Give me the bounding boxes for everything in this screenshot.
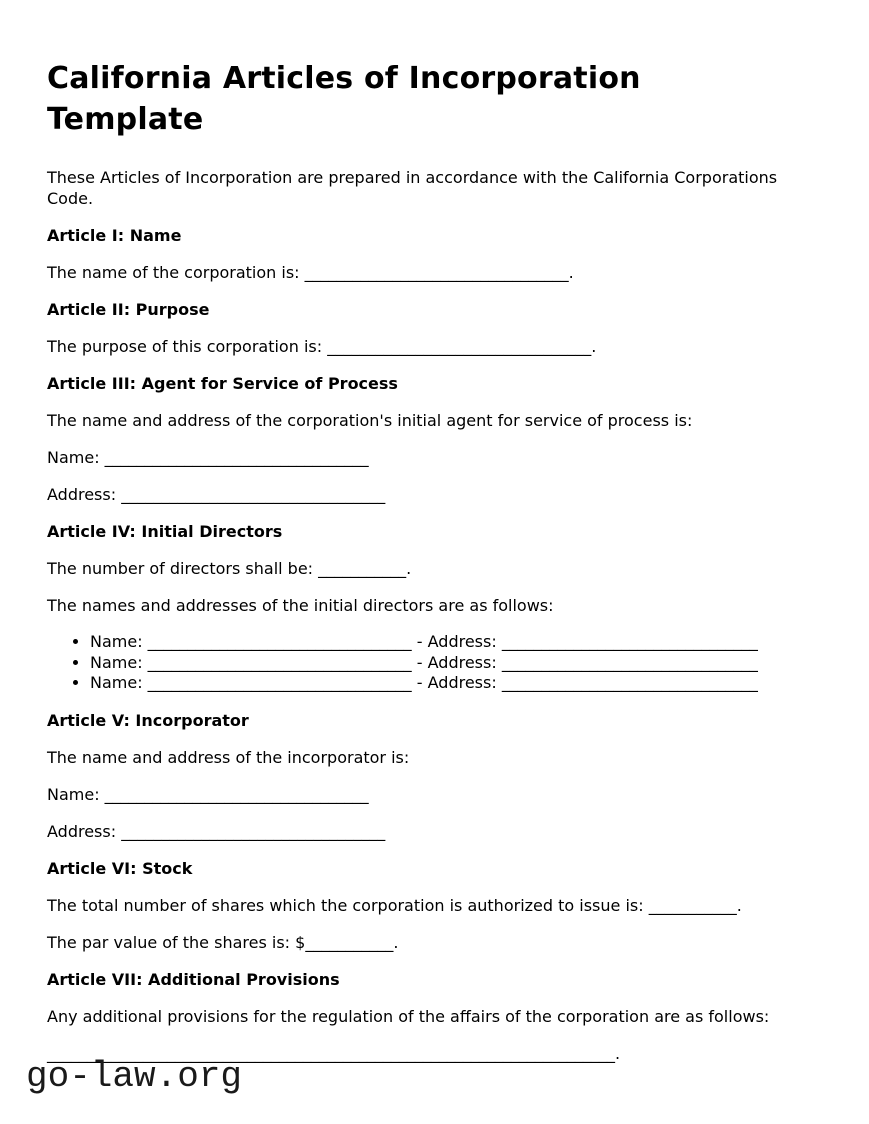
article-3-heading: Article III: Agent for Service of Process xyxy=(47,374,398,393)
article-3-intro-line: The name and address of the corporation's initial agent for service of process is: xyxy=(47,411,693,430)
article-1-name-line: The name of the corporation is: _________________________________. xyxy=(47,263,574,282)
article-4-list-intro-line: The names and addresses of the initial directors are as follows: xyxy=(47,596,554,615)
article-6-heading: Article VI: Stock xyxy=(47,858,193,878)
directors-list xyxy=(47,632,837,694)
article-2-heading: Article II: Purpose xyxy=(47,300,210,319)
article-6-shares-line: The total number of shares which the corporation is authorized to issue is: ___________. xyxy=(47,895,742,915)
article-3-name-line: Name: _________________________________ xyxy=(47,448,369,467)
article-2-purpose-line: The purpose of this corporation is: _________________________________. xyxy=(47,337,597,356)
director-list-item: • Name: _________________________________ - Address: ________________________________ xyxy=(90,632,837,653)
article-5-name-line: Name: _________________________________ xyxy=(47,784,369,804)
article-7-intro-line: Any additional provisions for the regulation of the affairs of the corporation are as follows: xyxy=(47,1006,770,1026)
intro-paragraph: These Articles of Incorporation are prepared in accordance with the California Corporations Code. xyxy=(47,168,778,208)
article-1-heading: Article I: Name xyxy=(47,226,182,245)
director-list-item: • Name: _________________________________ - Address: ________________________________ xyxy=(90,653,837,674)
article-5-heading: Article V: Incorporator xyxy=(47,710,249,730)
article-4-director-count-line: The number of directors shall be: ___________. xyxy=(47,559,412,578)
article-7-heading: Article VII: Additional Provisions xyxy=(47,969,340,989)
article-5-intro-line: The name and address of the incorporator is: xyxy=(47,747,410,767)
article-4-heading: Article IV: Initial Directors xyxy=(47,522,283,541)
director-list-item: • Name: _________________________________ - Address: ________________________________ xyxy=(90,673,837,694)
article-6-par-value-line: The par value of the shares is: $___________. xyxy=(47,932,399,952)
article-5-address-line: Address: _________________________________ xyxy=(47,821,386,841)
document-title xyxy=(47,58,837,140)
watermark-text: go-law.org xyxy=(26,1056,243,1097)
document-title-line-2: Template xyxy=(47,102,204,137)
article-7-fill-line: _______________________________________________________________________. xyxy=(47,1043,621,1063)
document-title-line-1: California Articles of Incorporation xyxy=(47,61,641,96)
article-3-address-line: Address: _________________________________ xyxy=(47,485,386,504)
